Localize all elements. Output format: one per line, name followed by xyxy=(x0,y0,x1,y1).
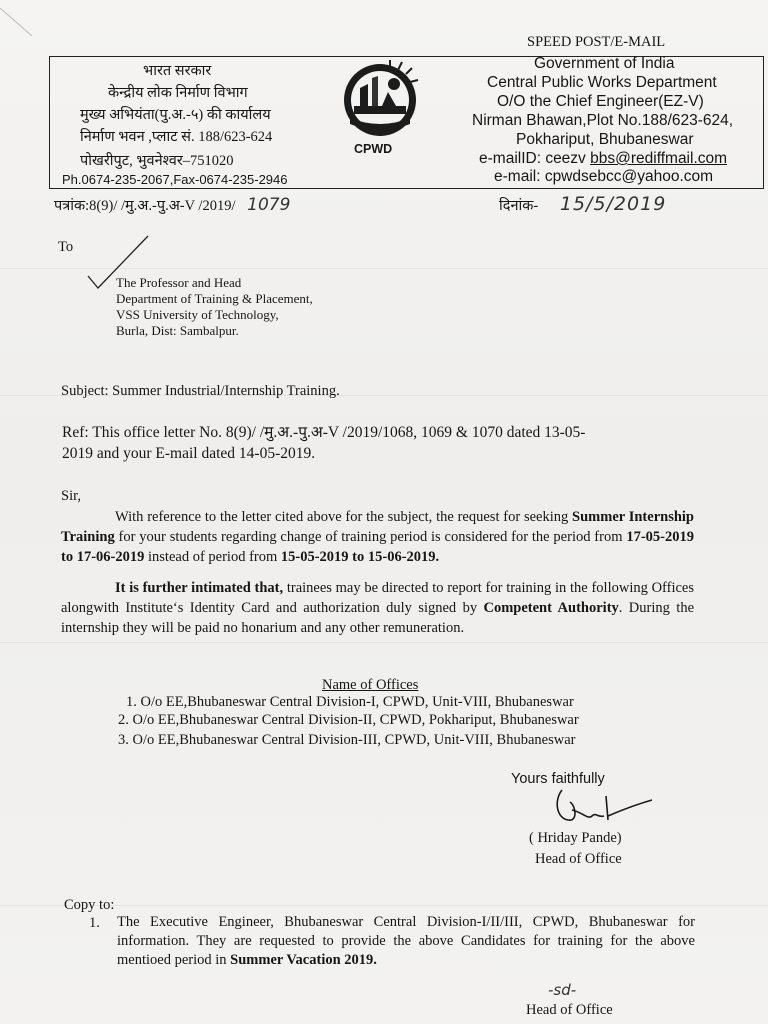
phone-fax: Ph.0674-235-2067,Fax-0674-235-2946 xyxy=(62,172,288,187)
copy-item-number: 1. xyxy=(89,915,100,931)
letter-date xyxy=(499,193,666,215)
signature xyxy=(548,786,658,836)
hindi-office: मुख्य अभियंता(पु.अ.-५) की कार्यालय xyxy=(80,107,271,123)
copy-bold-1: Summer Vacation 2019. xyxy=(230,952,377,968)
recipient-line-4: Burla, Dist: Sambalpur. xyxy=(116,323,239,338)
signer-title: Head of Office xyxy=(535,851,622,867)
salutation: Sir, xyxy=(61,488,81,504)
email-line-2: e-mail: cpwdsebcc@yahoo.com xyxy=(494,168,714,185)
para1-bold-1: Summer Internship Training xyxy=(61,509,695,545)
para1-text-2: for your students regarding change of training period is considered for the period from xyxy=(114,529,627,545)
copy-text-1: The Executive Engineer, Bhubaneswar Central Division-I/II/III, CPWD, Bhubaneswar for information. They are requested to provide the above Candidates for training for the above mentioed period in xyxy=(117,914,695,968)
closing-text: Yours faithfully xyxy=(511,771,605,787)
office-item-2: 2. O/o EE,Bhubaneswar Central Division-II, CPWD, Pokhariput, Bhubaneswar xyxy=(118,712,579,728)
corner-crease xyxy=(0,0,40,40)
recipient-line-2: Department of Training & Placement, xyxy=(116,291,313,306)
hindi-address: निर्माण भवन ,प्लाट सं. 188/623-624 xyxy=(80,129,273,145)
body-paragraph-1 xyxy=(61,507,694,567)
email1-link[interactable]: bbs@rediffmail.com xyxy=(590,150,728,167)
office-item-1: 1. O/o EE,Bhubaneswar Central Division-I, CPWD, Unit-VIII, Bhubaneswar xyxy=(126,694,574,710)
english-address: Nirman Bhawan,Plot No.188/623-624, xyxy=(472,112,734,129)
cpwd-logo xyxy=(336,58,434,162)
patrank-label: पत्रांक:8(9)/ /मु.अ.-पु.अ-V /2019/ xyxy=(54,198,236,214)
para2-bold-2: Competent Authority xyxy=(483,600,619,616)
letter-number xyxy=(54,195,290,215)
offices-heading: Name of Offices xyxy=(322,677,419,693)
para1-bold-2: 17-05-2019 to 17-06-2019 xyxy=(61,529,694,565)
speed-post-label: SPEED POST/E-MAIL xyxy=(527,34,666,50)
copy-item-text xyxy=(117,913,695,970)
english-dept: Central Public Works Department xyxy=(487,74,717,91)
copy-to-label: Copy to: xyxy=(64,897,115,913)
recipient-line-3: VSS University of Technology, xyxy=(116,307,279,322)
para2-text-1: trainees may be directed to report for training in the following Offices alongwith Institute‘s Identity Card and authorization duly signed by xyxy=(61,580,694,616)
english-office: O/O the Chief Engineer(EZ-V) xyxy=(497,93,704,110)
copy-signer-title: Head of Office xyxy=(526,1002,613,1018)
dinank-label: दिनांक- xyxy=(499,198,539,214)
hindi-govt: भारत सरकार xyxy=(143,63,212,79)
para1-text-1: With reference to the letter cited above for the subject, the request for seeking xyxy=(115,509,569,525)
sd-mark: -sd- xyxy=(548,981,577,999)
english-city: Pokhariput, Bhubaneswar xyxy=(516,131,694,148)
subject-line: Subject: Summer Industrial/Internship Training. xyxy=(61,383,340,399)
email1-label: e-mailID: ceezv xyxy=(479,150,591,167)
to-label: To xyxy=(58,239,74,255)
reference-line-2: 2019 and your E-mail dated 14-05-2019. xyxy=(62,445,316,462)
hindi-dept: केन्द्रीय लोक निर्माण विभाग xyxy=(108,85,248,101)
signer-name: ( Hriday Pande) xyxy=(529,830,622,846)
email-line-1 xyxy=(479,150,727,168)
dinank-handwritten: 15/5/2019 xyxy=(559,193,667,215)
logo-text: CPWD xyxy=(354,142,393,156)
para2-bold-1: It is further intimated that, xyxy=(115,580,284,596)
recipient-line-1: The Professor and Head xyxy=(116,275,242,290)
hindi-city: पोखरीपुट, भुवनेश्वर–751020 xyxy=(80,153,234,169)
patrank-handwritten: 1079 xyxy=(247,195,291,215)
office-item-3: 3. O/o EE,Bhubaneswar Central Division-III, CPWD, Unit-VIII, Bhubaneswar xyxy=(118,732,576,748)
para1-bold-3: 15-05-2019 to 15-06-2019. xyxy=(280,549,440,565)
english-govt: Government of India xyxy=(534,55,675,72)
body-paragraph-2 xyxy=(61,578,694,638)
para1-text-3: instead of period from xyxy=(144,549,281,565)
reference-line-1: Ref: This office letter No. 8(9)/ /मु.अ.-पु.अ-V /2019/1068, 1069 & 1070 dated 13-05- xyxy=(62,424,586,441)
para2-text-2: . During the internship they will be paid no honarium and any other remuneration. xyxy=(61,600,695,636)
